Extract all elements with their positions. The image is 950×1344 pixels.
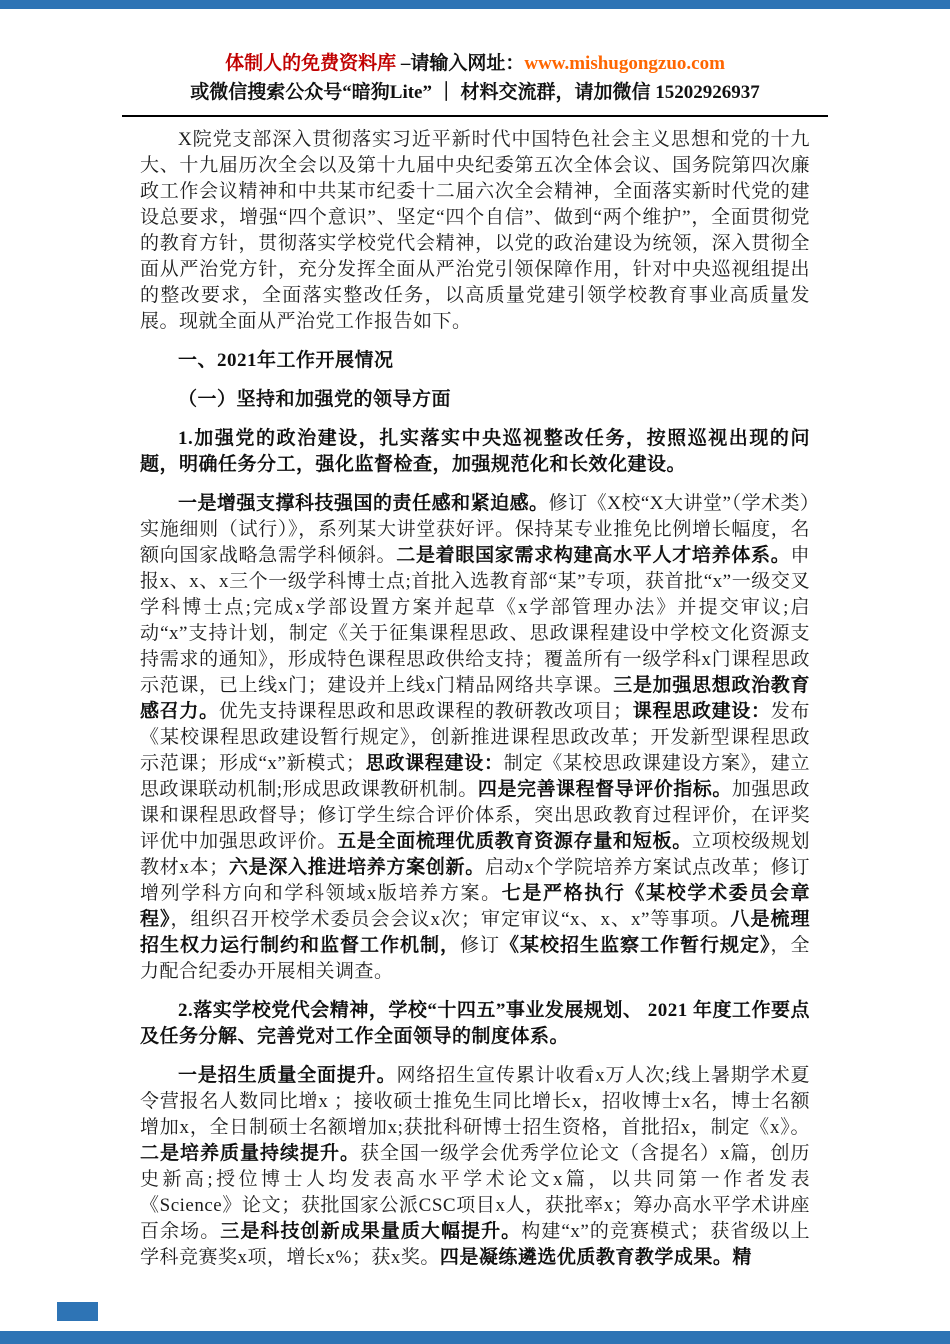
header-url: www.mishugongzuo.com [524,53,725,74]
text-run: 三是科技创新成果量质大幅提升。 [220,1221,522,1242]
point-1-body [140,491,810,985]
text-run: 二是着眼国家需求构建高水平人才培养体系。 [396,545,791,566]
text-run: 七是严格执行《某校学术委员会章程》 [140,883,810,930]
text-run: X院党支部深入贯彻落实习近平新时代中国特色社会主义思想和党的十九大、十九届历次全会以及第十九届中央纪委第五次全体会议、国务院第四次廉政工作会议精神和中共某市纪委十二届六次全会精神，全面落实新时代党的建设总要求，增强“四个意识”、坚定“四个自信”、做到“两个维护”，全面贯彻党的教育方针，贯彻落实学校党代会精神，以党的政治建设为统领，深入贯彻全面从严治党方针，充分发挥全面从严治党引领保障作用，针对中央巡视组提出的整改要求，全面落实整改任务，以高质量党建引领学校教育事业高质量发展。现就全面从严治党工作报告如下。 [140,129,810,332]
header-brand: 体制人的免费资料库 [225,53,397,74]
opening-paragraph [140,127,810,335]
text-run: 六是深入推进培养方案创新。 [228,857,485,878]
point-2-heading [140,998,810,1050]
doc-header [122,0,828,107]
text-run: ，组织召开校学术委员会会议x次；审定审议“x、x、x”等事项。 [170,909,731,930]
text-run: 构建“x”的竞赛模式；获省级以上学科竞赛奖x项，增长x%；获x奖。 [140,1221,810,1268]
text-run: 获全国一级学会优秀学位论文（含提名）x篇，创历史新高;授位博士人均发表高水平学术论文x篇，以共同第一作者发表《Science》论文；获批国家公派CSC项目x人，获批率x；筹办高水平学术讲座百余场。 [140,1143,810,1242]
header-line1 [122,49,828,78]
header-contact-line: 或微信搜索公众号“暗狗Lite” ｜ 材料交流群，请加微信 15202926937 [190,82,760,103]
text-run: 发布《某校课程思政建设暂行规定》，创新推进课程思政改革；开发新型课程思政示范课；形成“x”新模式； [140,701,810,774]
text-run: （一）坚持和加强党的领导方面 [178,389,452,410]
text-run: 优先支持课程思政和思政课程的教研教改项目； [218,701,633,722]
subsection-heading-1 [140,387,810,413]
text-run: 四是凝练遴选优质教育教学成果。精 [439,1247,752,1268]
top-border-bar [0,0,950,9]
point-1-heading [140,426,810,478]
text-run: 2.落实学校党代会精神，学校“十四五”事业发展规划、 2021 年度工作要点及任务分解、完善党对工作全面领导的制度体系。 [140,1000,810,1047]
point-2-body [140,1063,810,1271]
text-run: 加强思政课和课程思政督导；修订学生综合评价体系，突出思政教育过程评价，在评奖评优中加强思政评价。 [140,779,810,852]
document-body [140,117,810,1271]
header-hint: –请输入网址： [396,53,525,74]
text-run: 《某校招生监察工作暂行规定》 [499,935,771,956]
text-run: 立项校级规划教材x本； [140,831,810,878]
text-run: 课程思政建设： [632,701,771,722]
text-run: 一是招生质量全面提升。 [178,1065,397,1086]
bottom-border-bar [0,1331,950,1344]
section-heading-1 [140,348,810,374]
text-run: 申报x、x、x三个一级学科博士点;首批入选教育部“某”专项，获首批“x”一级交叉学科博士点;完成x学部设置方案并起草《x学部管理办法》并提交审议;启动“x”支持计划，制定《关于征集课程思政、思政课程建设中学校文化资源支持需求的通知》，形成特色课程思政供给支持；覆盖所有一级学科x门课程思政示范课，已上线x门；建设并上线x门精品网络共享课。 [140,545,810,696]
text-run: 网络招生宣传累计收看x万人次;线上暑期学术夏令营报名人数同比增x ；接收硕士推免生同比增长x，招收博士x名，博士名额增加x，全日制硕士名额增加x;获批科研博士招生资格，首批招x，制定《x》。 [140,1065,810,1138]
text-run: 一、2021年工作开展情况 [178,350,394,371]
text-run: 修订《X校“X大讲堂”（学术类）实施细则（试行）》，系列某大讲堂获好评。保持某专业推免比例增长幅度，名额向国家战略急需学科倾斜。 [140,493,810,566]
text-run: 五是全面梳理优质教育资源存量和短板。 [337,831,692,852]
text-run: 一是增强支撑科技强国的责任感和紧迫感。 [178,493,549,514]
text-run: 1.加强党的政治建设，扎实落实中央巡视整改任务，按照巡视出现的问题，明确任务分工，强化监督检查，加强规范化和长效化建设。 [140,428,810,475]
text-run: 三是加强思想政治教育感召力。 [140,675,810,722]
bottom-left-blue-block [57,1302,98,1321]
text-run: 思政课程建设： [365,753,504,774]
text-run: 二是培养质量持续提升。 [140,1143,360,1164]
text-run: ，全力配合纪委办开展相关调查。 [140,935,810,982]
text-run: 修订 [459,935,500,956]
text-run: 四是完善课程督导评价指标。 [477,779,732,800]
text-run: 制定《某校思政课建设方案》，建立思政课联动机制;形成思政课教研机制。 [140,753,810,800]
text-run: 八是梳理招生权力运行制约和监督工作机制， [140,909,810,956]
text-run: 启动x个学院培养方案试点改革；修订增列学科方向和学科领域x版培养方案。 [140,857,810,904]
